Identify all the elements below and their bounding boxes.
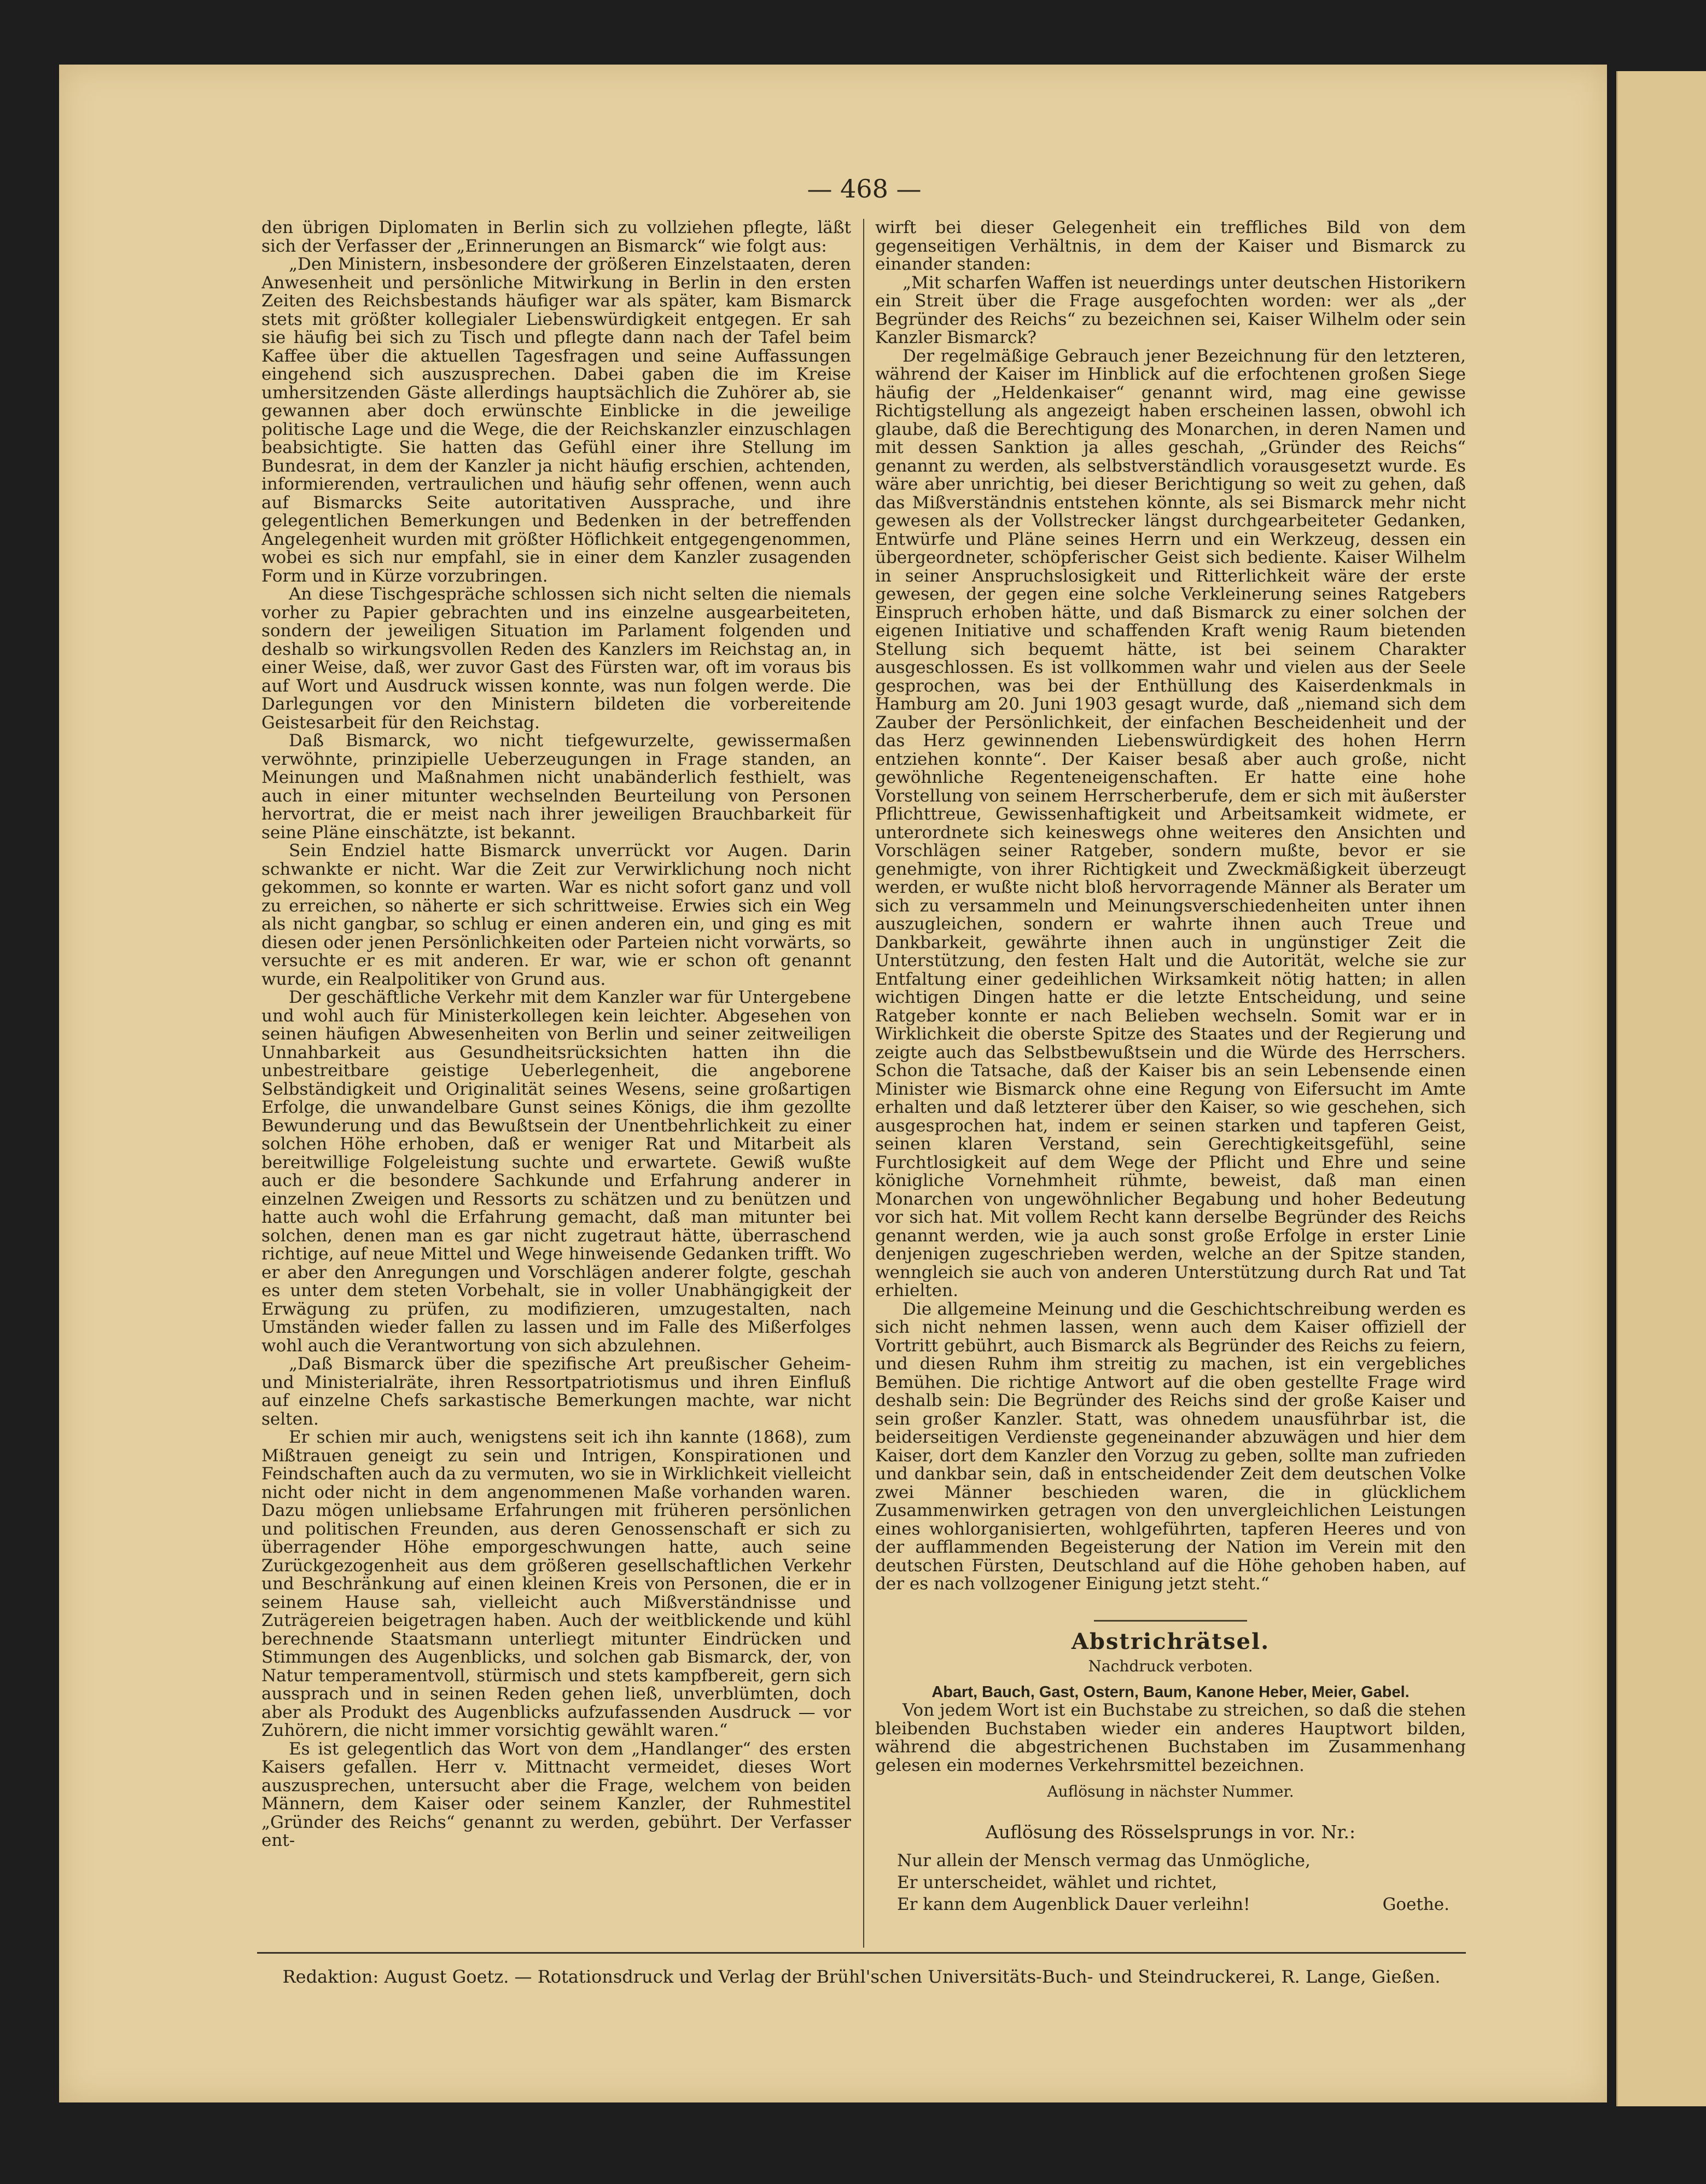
right-column — [875, 219, 1466, 1920]
reprint-notice: Nachdruck verboten. — [1088, 1657, 1253, 1675]
paragraph: wirft bei dieser Gelegenheit ein treffliches Bild von dem gegenseitigen Verhältnis, in dem der Kaiser und Bismarck zu einander standen: — [875, 219, 1466, 274]
column-divider — [863, 219, 864, 1948]
puzzle-words: Abart, Bauch, Gast, Ostern, Baum, Kanone Heber, Meier, Gabel. — [931, 1683, 1410, 1701]
footer-rule — [257, 1952, 1466, 1954]
verse-line: Nur allein der Mensch vermag das Unmögliche, — [897, 1851, 1311, 1871]
paragraph: Der regelmäßige Gebrauch jener Bezeichnung für den letzteren, während der Kaiser im Hinblick auf die erfochtenen großen Siege häufig der „Heldenkaiser“ genannt wird, mag eine gewisse Richtigstellung als angezeigt haben erscheinen lassen, obwohl ich glaube, daß die Berechtigung des Monarchen, in deren Namen und mit dessen Sanktion ja alles geschah, „Gründer des Reichs“ genannt zu werden, als selbstverständlich vorausgesetzt wurde. Es wäre aber unrichtig, bei dieser Berichtigung so weit zu gehen, daß das Mißverständnis entstehen könnte, als sei Bismarck mehr nicht gewesen als der Vollstrecker längst durchgearbeiteter Gedanken, Entwürfe und Pläne seines Herrn und ein Werkzeug, dessen ein übergeordneter, schöpferischer Geist sich bediente. Kaiser Wilhelm in seiner Anspruchslosigkeit und Ritterlichkeit wäre der erste gewesen, der gegen eine solche Verkleinerung seines Ratgebers Einspruch erhoben hätte, und daß Bismarck zu einer solchen der eigenen Initiative und schaffenden Kraft wenig Raum bietenden Stellung sich bequemt hätte, ist bei seinem Charakter ausgeschlossen. Es ist vollkommen wahr und vielen aus der Seele gesprochen, was bei der Enthüllung des Kaiserdenkmals in Hamburg am 20. Juni 1903 gesagt wurde, daß „niemand sich dem Zauber der Persönlichkeit, der einfachen Bescheidenheit und der das Herz gewinnenden Liebenswürdigkeit des hohen Herrn entziehen konnte“. Der Kaiser besaß aber auch große, nicht gewöhnliche Regenteneigenschaften. Er hatte eine hohe Vorstellung von seinem Herrscherberufe, dem er sich mit äußerster Pflichttreue, Gewissenhaftigkeit und Arbeitsamkeit widmete, er unterordnete sich keineswegs ohne weiteres den Ansichten und Vorschlägen seiner Ratgeber, sondern mußte, bevor er sie genehmigte, von ihrer Richtigkeit und Zweckmäßigkeit überzeugt werden, er wußte nicht bloß hervorragende Männer als Berater um sich zu versammeln und Meinungsverschiedenheiten unter ihnen auszugleichen, sondern er wahrte ihnen auch Treue und Dankbarkeit, gewährte ihnen auch in ungünstiger Zeit die Unterstützung, den festen Halt und die Autorität, welche sie zur Entfaltung einer gedeihlichen Wirksamkeit nötig hatten; in allen wichtigen Dingen hatte er die letzte Entscheidung, und seine Ratgeber konnte er nach Belieben wechseln. Somit war er in Wirklichkeit die oberste Spitze des Staates und der Regierung und zeigte auch das Selbstbewußtsein und die Würde des Herrschers. Schon die Tatsache, daß der Kaiser bis an sein Lebensende einen Minister wie Bismarck ohne eine Regung von Eifersucht im Amte erhalten und daß letzterer über den Kaiser, so wie geschehen, sich ausgesprochen hat, indem er seinen starken und tapferen Geist, seinen klaren Verstand, sein Gerechtigkeitsgefühl, seine Furchtlosigkeit auf dem Wege der Pflicht und Ehre und seine königliche Vornehmheit rühmte, beweist, daß man einen Monarchen von ungewöhnlicher Begabung und hoher Bedeutung vor sich hat. Mit vollem Recht kann derselbe Begründer des Reichs genannt werden, wie ja auch sonst große Erfolge in erster Linie denjenigen zugeschrieben werden, welche an der Spitze standen, wenngleich sie auch von anderen Unterstützung durch Rat und Tat erhielten. — [875, 346, 1466, 1300]
paragraph: Sein Endziel hatte Bismarck unverrückt vor Augen. Darin schwankte er nicht. War die Zeit zur Verwirklichung noch nicht gekommen, so konnte er warten. War es nicht sofort ganz und voll zu erreichen, so näherte er sich schrittweise. Erwies sich ein Weg als nicht gangbar, so schlug er einen anderen ein, und ging es mit diesen oder jenen Persönlichkeiten oder Parteien nicht vorwärts, so versuchte er es mit anderen. Er war, wie er schon oft genannt wurde, ein Realpolitiker von Grund aus. — [261, 841, 851, 989]
solution-notice: Auflösung in nächster Nummer. — [1047, 1782, 1294, 1800]
paragraph: den übrigen Diplomaten in Berlin sich zu vollziehen pflegte, läßt sich der Verfasser der „Erinnerungen an Bismarck“ wie folgt aus: — [261, 219, 851, 256]
section-rule — [1094, 1620, 1247, 1622]
puzzle-title: Abstrichrätsel. — [1071, 1628, 1270, 1654]
paragraph: Es ist gelegentlich das Wort von dem „Handlanger“ des ersten Kaisers gefallen. Herr v. Mittnacht vermeidet, dieses Wort auszusprechen, untersucht aber die Frage, welchem von beiden Männern, dem Kaiser oder seinem Kanzler, der Ruhmestitel „Gründer des Reichs“ genannt zu werden, gebührt. Der Verfasser ent- — [261, 1739, 851, 1850]
imprint-footer: Redaktion: August Goetz. — Rotationsdruck und Verlag der Brühl'schen Universitäts-Buch- und Steindruckerei, R. Lange, Gießen. — [282, 1966, 1441, 1987]
paragraph: „Daß Bismarck über die spezifische Art preußischer Geheim- und Ministerialräte, ihren Ressortpatriotismus und ihren Einfluß auf einzelne Chefs sarkastische Bemerkungen machte, war nicht selten. — [261, 1354, 851, 1429]
paragraph: „Den Ministern, insbesondere der größeren Einzelstaaten, deren Anwesenheit und persönliche Mitwirkung in Berlin in den ersten Zeiten des Reichsbestands häufiger war als später, kam Bismarck stets mit größter kollegialer Liebenswürdigkeit entgegen. Er sah sie häufig bei sich zu Tisch und pflegte dann nach der Tafel beim Kaffee über die aktuellen Tagesfragen und seine Auffassungen eingehend sich auszusprechen. Dabei gaben die im Kreise umhersitzenden Gäste allerdings hauptsächlich die Zuhörer ab, sie gewannen aber doch erwünschte Einblicke in die jeweilige politische Lage und die Wege, die der Reichskanzler einzuschlagen beabsichtigte. Sie hatten das Gefühl einer ihre Stellung im Bundesrat, in dem der Kanzler ja nicht häufig erschien, achtenden, informierenden, vertraulichen und häufig sehr offenen, wenn auch auf Bismarcks Seite autoritativen Aussprache, und ihre gelegentlichen Bemerkungen und Bedenken in der betreffenden Angelegenheit wurden mit größter Höflichkeit entgegengenommen, wobei es sich nur empfahl, sie in einer dem Kanzler zusagenden Form und in Kürze vorzubringen. — [261, 254, 851, 586]
paragraph: Die allgemeine Meinung und die Geschichtschreibung werden es sich nicht nehmen lassen, wenn auch dem Kaiser offiziell der Vortritt gebührt, auch Bismarck als Begründer des Reichs zu feiern, und diesen Ruhm ihm streitig zu machen, ist ein vergebliches Bemühen. Die richtige Antwort auf die oben gestellte Frage wird deshalb sein: Die Begründer des Reichs sind der große Kaiser und sein großer Kanzler. Statt, was ohnedem unausführbar ist, die beiderseitigen Verdienste gegeneinander abzuwägen und hier dem Kaiser, dort dem Kanzler den Vorzug zu geben, sollte man zufrieden und dankbar sein, daß in entscheidender Zeit dem deutschen Volke zwei Männer beschieden waren, die in glücklichem Zusammenwirken getragen von den unvergleichlichen Leistungen eines wohlorganisierten, wohlgeführten, tapferen Heeres und von der aufflammenden Begeisterung der Nation im Verein mit den deutschen Fürsten, Deutschland auf die Höhe gehoben haben, auf der es nach vollzogener Einigung jetzt steht.“ — [875, 1299, 1466, 1594]
page-number: — 468 — — [807, 174, 922, 204]
solution-verse — [897, 1850, 1466, 1915]
paragraph: Daß Bismarck, wo nicht tiefgewurzelte, gewissermaßen verwöhnte, prinzipielle Ueberzeugungen in Frage standen, an Meinungen und Maßnahmen nicht unabänderlich festhielt, was auch in einer mitunter wechselnden Beurteilung von Personen hervortrat, die er meist nach ihrer jeweiligen Brauchbarkeit für seine Pläne einschätzte, ist bekannt. — [261, 731, 851, 843]
verse-line: Er kann dem Augenblick Dauer verleihn! — [897, 1895, 1250, 1914]
adjacent-page-edge — [1616, 71, 1706, 2106]
puzzle-section — [875, 1620, 1466, 1916]
paragraph: Der geschäftliche Verkehr mit dem Kanzler war für Untergebene und wohl auch für Ministerkollegen kein leichter. Abgesehen von seinen häufigen Abwesenheiten von Berlin und seiner zeitweiligen Unnahbarkeit aus Gesundheitsrücksichten hatten ihn die unbestreitbare geistige Ueberlegenheit, die angeborene Selbständigkeit und Originalität seines Wesens, seine großartigen Erfolge, die unwandelbare Gunst seines Königs, die ihm gezollte Bewunderung und das Bewußtsein der Unentbehrlichkeit zu einer solchen Höhe erhoben, daß er weniger Rat und Mitarbeit als bereitwillige Folgeleistung suchte und erwartete. Gewiß wußte auch er die besondere Sachkunde und Erfahrung anderer in einzelnen Zweigen und Ressorts zu schätzen und zu benützen und hatte auch wohl die Erfahrung gemacht, daß man mitunter bei solchen, denen man es gar nicht zugetraut hätte, überraschend richtige, auf neue Mittel und Wege hinweisende Gedanken trifft. Wo er aber den Anregungen und Vorschlägen anderer folgte, geschah es unter dem steten Vorbehalt, sie in voller Unabhängigkeit der Erwägung zu prüfen, zu modifizieren, umzugestalten, nach Umständen wieder fallen zu lassen und im Falle des Mißerfolges wohl auch die Verantwortung von sich abzulehnen. — [261, 988, 851, 1356]
verse-author: Goethe. — [1382, 1895, 1449, 1914]
paragraph: „Mit scharfen Waffen ist neuerdings unter deutschen Historikern ein Streit über die Frage ausgefochten worden: wer als „der Begründer des Reichs“ zu bezeichnen sei, Kaiser Wilhelm oder sein Kanzler Bismarck? — [875, 272, 1466, 347]
paragraph: Er schien mir auch, wenigstens seit ich ihn kannte (1868), zum Mißtrauen geneigt zu sein und Intrigen, Konspirationen und Feindschaften auch da zu vermuten, wo sie in Wirklichkeit vielleicht nicht oder nicht in dem angenommenen Maße vorhanden waren. Dazu mögen unliebsame Erfahrungen mit früheren persönlichen und politischen Freunden, aus deren Genossenschaft er sich zu überragender Höhe emporgeschwungen hatte, auch seine Zurückgezogenheit aus dem größeren gesellschaftlichen Verkehr und Beschränkung auf einen kleinen Kreis von Personen, die er in seinem Hause sah, vielleicht auch Mißverständnisse und Zuträgereien beigetragen haben. Auch der weitblickende und kühl berechnende Staatsmann unterliegt mitunter Eindrücken und Stimmungen des Augenblicks, und solchen gab Bismarck, der, von Natur temperamentvoll, stürmisch und stets kampfbereit, gern sich aussprach und in seinen Reden gehen ließ, unverblümten, doch aber als Produkt des Augenblicks aufzufassenden Ausdruck — vor Zuhörern, die nicht immer vorsichtig gewählt waren.“ — [261, 1427, 851, 1740]
verse-line: Er unterscheidet, wählet und richtet, — [897, 1873, 1218, 1892]
left-column — [261, 219, 851, 1920]
solution-title: Auflösung des Rösselsprungs in vor. Nr.: — [985, 1821, 1356, 1843]
paragraph: An diese Tischgespräche schlossen sich nicht selten die niemals vorher zu Papier gebrachten und ins einzelne ausgearbeiteten, sondern der jeweiligen Situation im Parlament folgenden und deshalb so wirkungsvollen Reden des Kanzlers im Reichstag an, in einer Weise, daß, wer zuvor Gast des Fürsten war, oft im voraus bis auf Wort und Ausdruck wissen konnte, was nun folgen werde. Die Darlegungen vor den Ministern bildeten die vorbereitende Geistesarbeit für den Reichstag. — [261, 584, 851, 733]
puzzle-instructions: Von jedem Wort ist ein Buchstabe zu streichen, so daß die stehen bleibenden Buchstaben wieder ein anderes Hauptwort bilden, während die abgestrichenen Buchstaben im Zusammenhang gelesen ein modernes Verkehrsmittel bezeichnen. — [875, 1700, 1466, 1775]
